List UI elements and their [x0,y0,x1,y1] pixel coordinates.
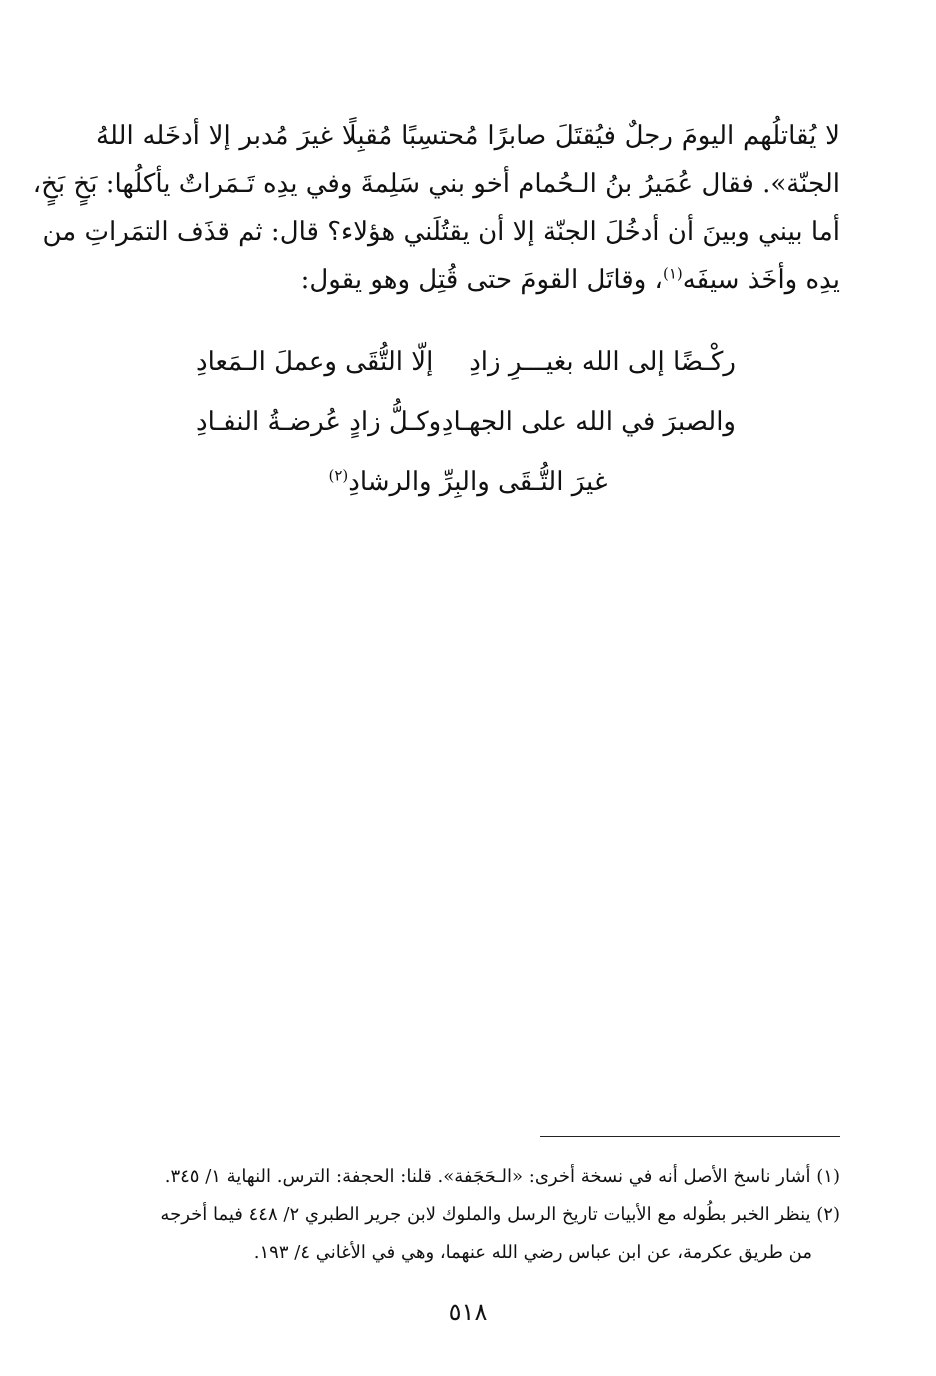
footnote-separator [540,1136,840,1137]
body-paragraph [32,112,840,304]
poem-verse-1-first-hemistich: ركْـضًا إلى الله بغيـــرِ زادِ [469,347,736,377]
footnotes [96,1158,840,1272]
poem-verse-1-second-hemistich: إلّا التُّقَى وعملَ الـمَعادِ [196,347,434,377]
poem-verse-1 [96,334,840,390]
body-line-4-end: ، وقاتَل القومَ حتى قُتِل وهو يقول: [300,265,663,295]
body-line-4 [96,256,840,304]
footnote-1: (١) أشار ناسخ الأصل أنه في نسخة أخرى: «الـحَجَفة». قلنا: الحجفة: الترس. النهاية ١/ ٣٤٥. [164,1166,840,1187]
footnote-marker-2[interactable]: (٢) [328,466,349,485]
body-line-1: لا يُقاتلُهم اليومَ رجلٌ فيُقتَلَ صابرًا مُحتسِبًا مُقبِلًا غيرَ مُدبر إلا أدخَله اللهُ [96,121,840,151]
poem-verse-3-text: غيرَ التُّـقَى والبِرِّ والرشادِ [348,467,608,497]
poem-verse-2-first-hemistich: والصبرَ في الله على الجهـادِ [441,407,736,437]
page-number: ٥١٨ [448,1298,488,1326]
body-line-4-start: يدِه وأخَذ سيفَه [682,265,840,295]
poem-verse-3 [96,454,840,510]
poem-verse-2 [96,394,840,450]
body-line-3: أما بيني وبينَ أن أدخُلَ الجنّة إلا أن يقتُلَني هؤلاء؟ قال: ثم قذَف التمَراتِ من [42,217,840,247]
footnote-2-line-1: (٢) ينظر الخبر بطُوله مع الأبيات تاريخ الرسل والملوك لابن جرير الطبري ٢/ ٤٤٨ فيما أخرجه [160,1204,840,1225]
poem-verse-2-second-hemistich: وكـلُّ زادٍ عُرضـةُ النفـادِ [196,407,442,437]
body-line-2: الجنّة». فقال عُمَيرُ بنُ الـحُمام أخو بني سَلِمةَ وفي يدِه تَـمَراتٌ يأكلُها: بَخٍ بَخٍ، [32,169,840,199]
footnote-marker-1[interactable]: (١) [662,264,683,283]
footnote-2-line-2: من طريق عكرمة، عن ابن عباس رضي الله عنهما، وهي في الأغاني ٤/ ١٩٣. [253,1242,812,1263]
